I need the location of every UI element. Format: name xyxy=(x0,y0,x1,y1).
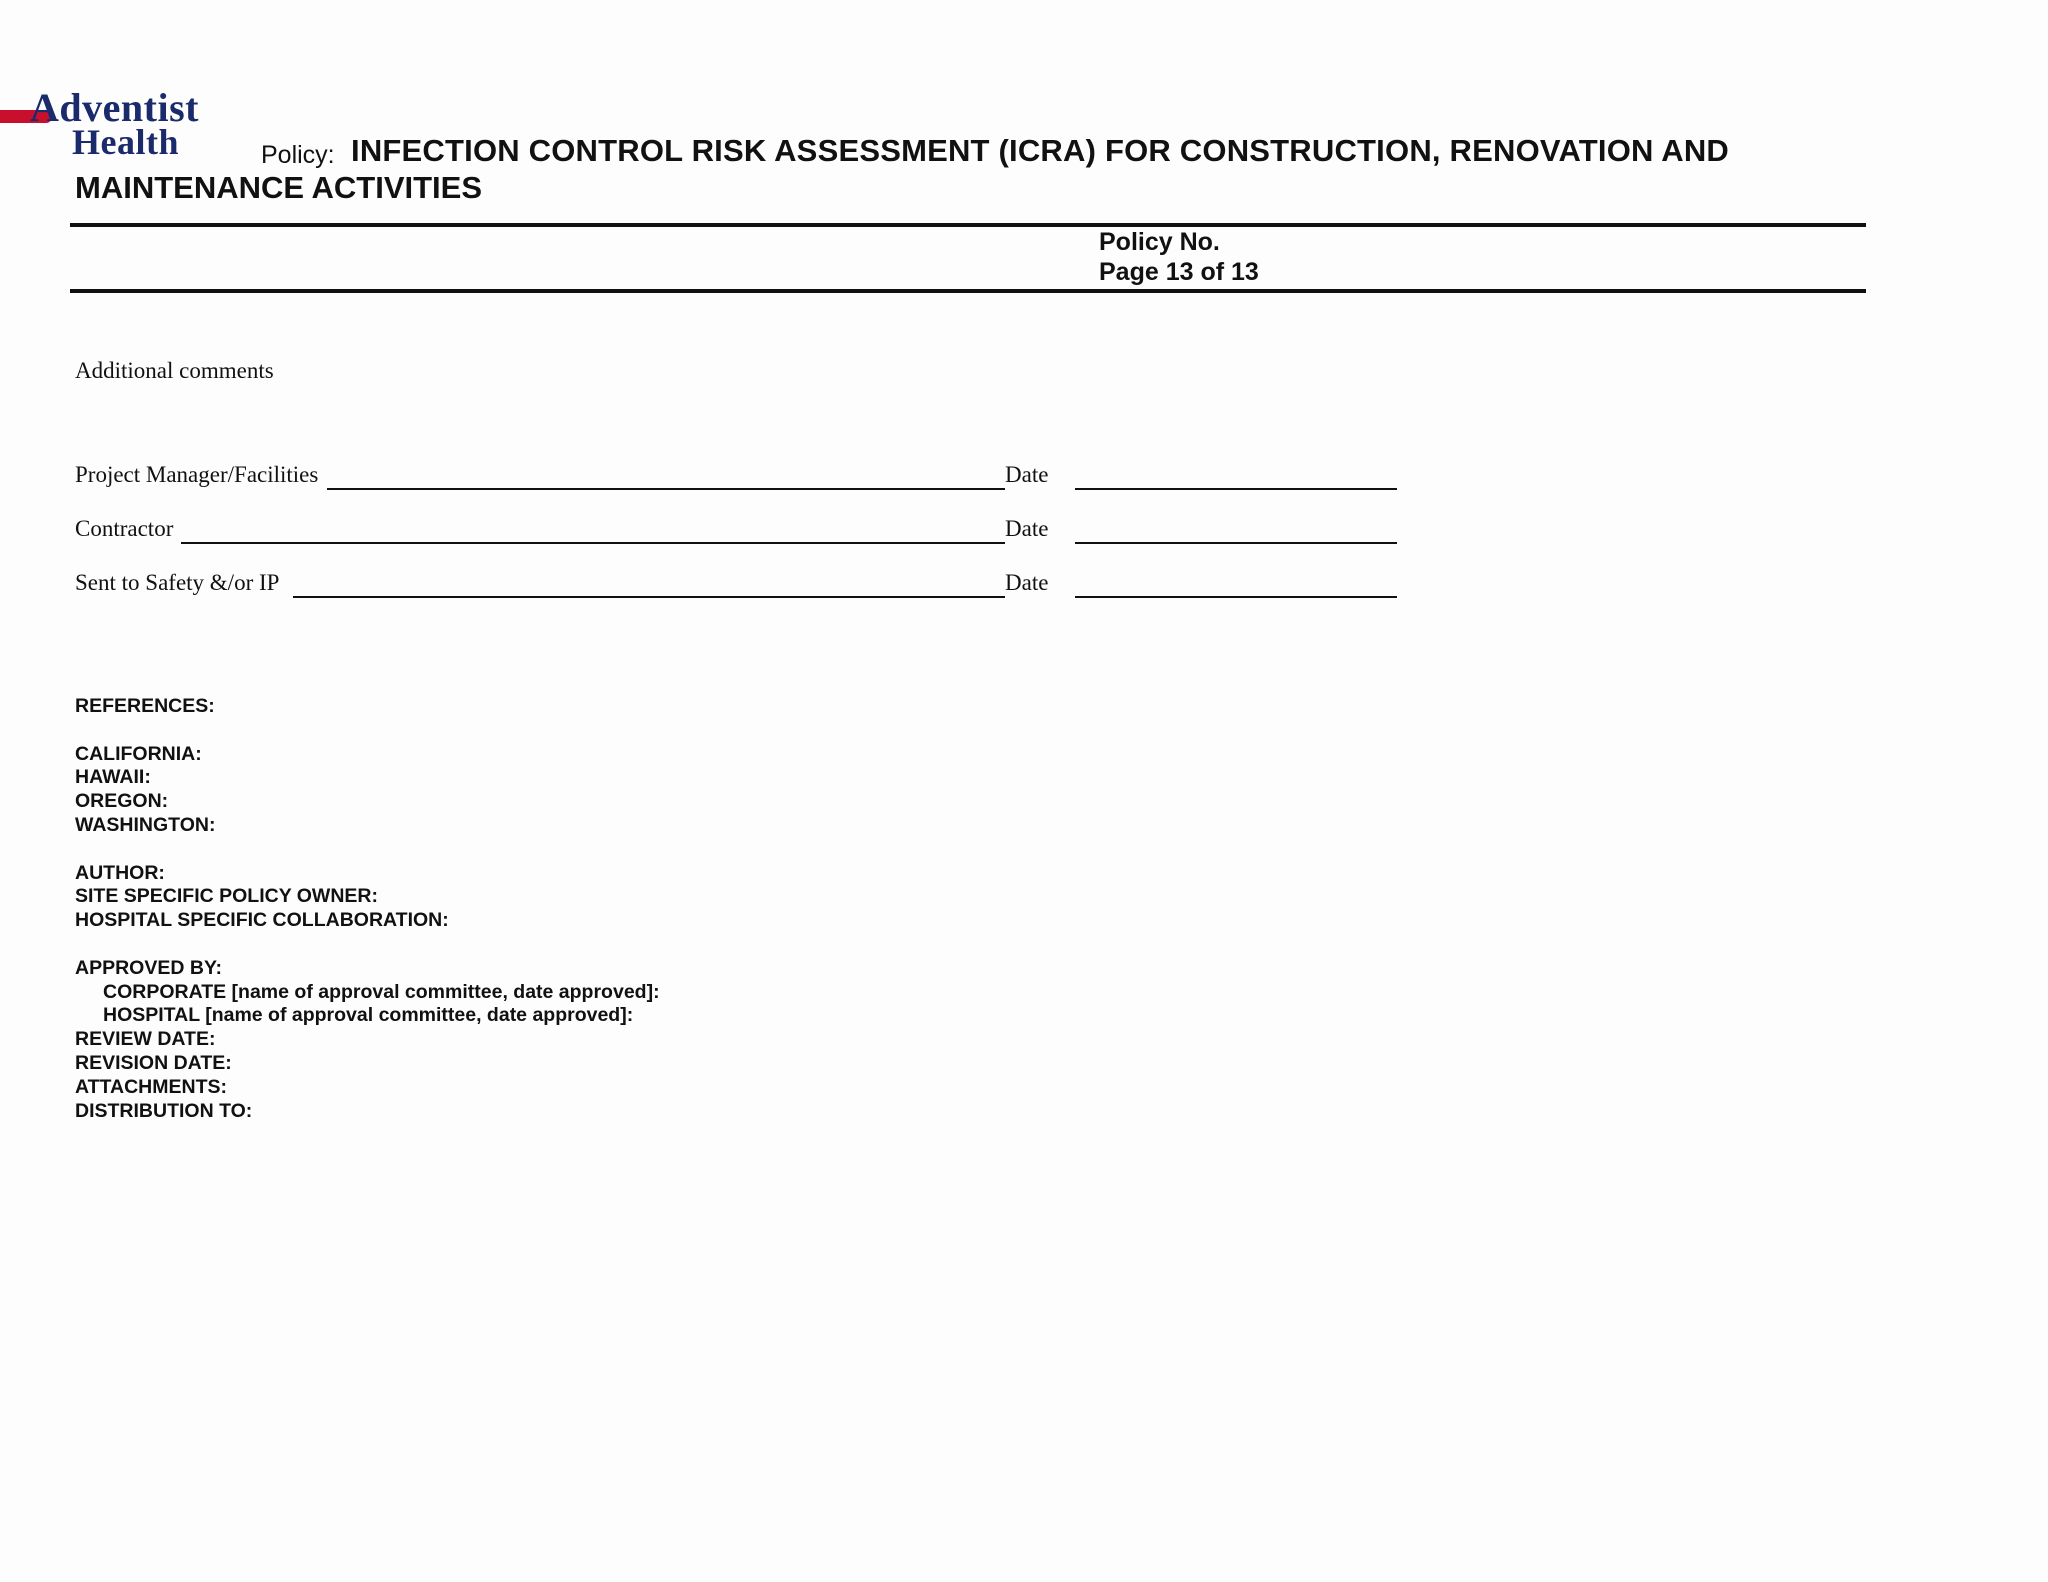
references-heading: REFERENCES: xyxy=(75,695,215,717)
policy-number: Policy No. xyxy=(1099,228,1220,256)
policy-label: Policy: xyxy=(261,141,335,169)
signature-label: Project Manager/Facilities xyxy=(75,462,319,487)
date-label: Date xyxy=(1005,570,1049,595)
corporate-approval-field: CORPORATE [name of approval committee, date approved]: xyxy=(103,980,660,1003)
date-label: Date xyxy=(1005,516,1049,541)
additional-comments-label: Additional comments xyxy=(75,358,274,383)
logo-text-line1: Adventist xyxy=(30,85,199,130)
state-hawaii: HAWAII: xyxy=(75,766,151,789)
header-rule-bottom xyxy=(70,289,1866,293)
references-section xyxy=(75,695,660,1123)
revision-date-field: REVISION DATE: xyxy=(75,1051,232,1074)
date-label: Date xyxy=(1005,462,1049,487)
signature-line[interactable] xyxy=(181,542,1005,544)
logo-text-line2: Health xyxy=(72,122,179,162)
signature-row-safety-ip xyxy=(75,570,1385,600)
distribution-field: DISTRIBUTION TO: xyxy=(75,1099,253,1122)
policy-title: INFECTION CONTROL RISK ASSESSMENT (ICRA) FOR CONSTRUCTION, RENOVATION AND xyxy=(351,133,1730,168)
hospital-approval-field: HOSPITAL [name of approval committee, date approved]: xyxy=(103,1004,634,1027)
hospital-collaboration-field: HOSPITAL SPECIFIC COLLABORATION: xyxy=(75,909,449,932)
signature-line[interactable] xyxy=(293,596,1005,598)
signature-row-contractor xyxy=(75,516,1385,546)
page-number: Page 13 of 13 xyxy=(1099,258,1259,286)
date-line[interactable] xyxy=(1075,542,1397,544)
policy-title-continued: MAINTENANCE ACTIVITIES xyxy=(75,170,483,205)
state-california: CALIFORNIA: xyxy=(75,742,202,765)
adventist-health-logo xyxy=(0,86,200,166)
author-field: AUTHOR: xyxy=(75,861,165,884)
site-policy-owner-field: SITE SPECIFIC POLICY OWNER: xyxy=(75,885,379,908)
approved-by-field: APPROVED BY: xyxy=(75,956,222,979)
signature-label: Contractor xyxy=(75,516,174,541)
signature-label: Sent to Safety &/or IP xyxy=(75,570,280,595)
signature-line[interactable] xyxy=(327,488,1005,490)
state-oregon: OREGON: xyxy=(75,790,169,813)
date-line[interactable] xyxy=(1075,488,1397,490)
signature-row-project-manager xyxy=(75,462,1385,492)
attachments-field: ATTACHMENTS: xyxy=(75,1075,228,1098)
review-date-field: REVIEW DATE: xyxy=(75,1028,216,1051)
state-washington: WASHINGTON: xyxy=(75,813,216,836)
date-line[interactable] xyxy=(1075,596,1397,598)
header-rule-top xyxy=(70,223,1866,227)
